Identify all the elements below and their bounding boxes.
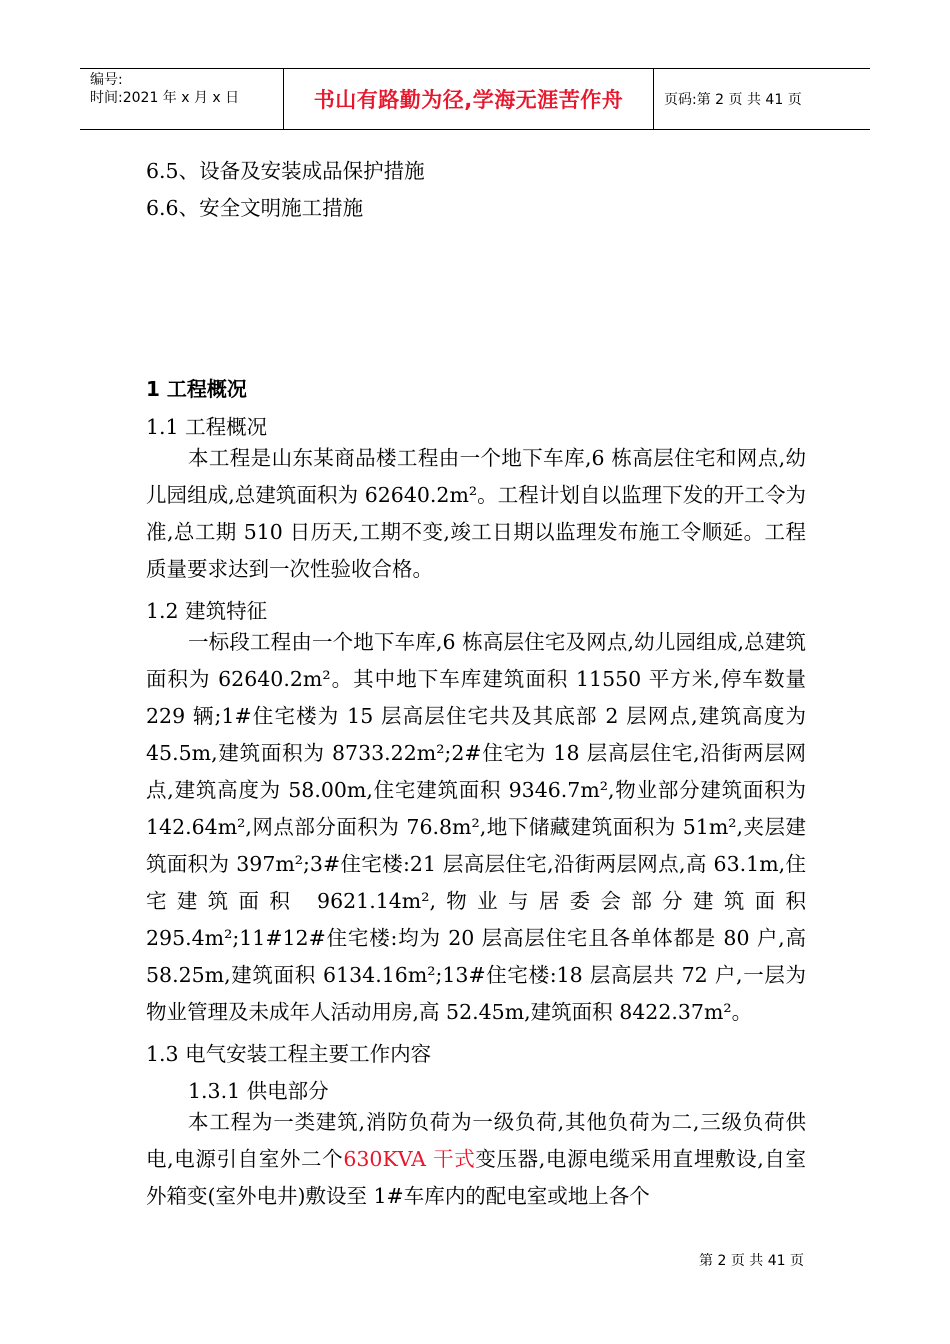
body-text-part-b: 变压器,电源电缆采用直埋敷设,自室外箱变(室外电井)敷设至 1#车库内的配电室或地上各个 bbox=[146, 1147, 806, 1208]
header-page-label: 页码:第 2 页 共 41 页 bbox=[664, 92, 802, 108]
time-label: 时间:2021 年 x 月 x 日 bbox=[90, 90, 240, 106]
body-text-part-a: 本工程为一类建筑,消防负荷为一级负荷,其他负荷为二,三级负荷供电,电源引自室外二个 bbox=[146, 1110, 806, 1171]
section-1-1-title: 1.1 工程概况 bbox=[146, 415, 268, 439]
number-label: 编号: bbox=[90, 72, 123, 88]
header-motto: 书山有路勤为径,学海无涯苦作舟 bbox=[283, 69, 654, 129]
highlight-transformer: 630KVA 干式 bbox=[343, 1147, 476, 1171]
section-1-3-title: 1.3 电气安装工程主要工作内容 bbox=[146, 1042, 432, 1066]
section-1-title: 1 工程概况 bbox=[146, 377, 247, 401]
section-1-3-1-body bbox=[146, 1104, 806, 1215]
toc-item-6-5: 6.5、设备及安装成品保护措施 bbox=[146, 159, 425, 183]
toc-item-6-6: 6.6、安全文明施工措施 bbox=[146, 196, 364, 220]
section-1-1-body: 本工程是山东某商品楼工程由一个地下车库,6 栋高层住宅和网点,幼儿园组成,总建筑面积为 62640.2m²。工程计划自以监理下发的开工令为准,总工期 510 日历天,工期不变,竣工日期以监理发布施工令顺延。工程质量要求达到一次性验收合格。 bbox=[146, 446, 806, 581]
header-left-cell bbox=[80, 69, 283, 129]
section-1-2-title: 1.2 建筑特征 bbox=[146, 599, 268, 623]
footer-page-number: 第 2 页 共 41 页 bbox=[699, 1253, 804, 1269]
section-1-2-body: 一标段工程由一个地下车库,6 栋高层住宅及网点,幼儿园组成,总建筑面积为 62640.2m²。其中地下车库建筑面积 11550 平方米,停车数量 229 辆;1#住宅楼为 15 层高层住宅共及其底部 2 层网点,建筑高度为 45.5m,建筑面积为 8733.22m²;2#住宅为 18 层高层住宅,沿街两层网点,建筑高度为 58.00m,住宅建筑面积 9346.7m²,物业部分建筑面积为 142.64m²,网点部分面积为 76.8m²,地下储藏建筑面积为 51m²,夹层建筑面积为 397m²;3#住宅楼:21 层高层住宅,沿街两层网点,高 63.1m,住宅建筑面积 9621.14m²,物业与居委会部分建筑面积 295.4m²;11#12#住宅楼:均为 20 层高层住宅且各单体都是 80 户,高 58.25m,建筑面积 6134.16m²;13#住宅楼:18 层高层共 72 户,一层为物业管理及未成年人活动用房,高 52.45m,建筑面积 8422.37m²。 bbox=[146, 630, 806, 1024]
section-1-3-1-title: 1.3.1 供电部分 bbox=[188, 1079, 329, 1103]
page-header bbox=[80, 68, 870, 130]
